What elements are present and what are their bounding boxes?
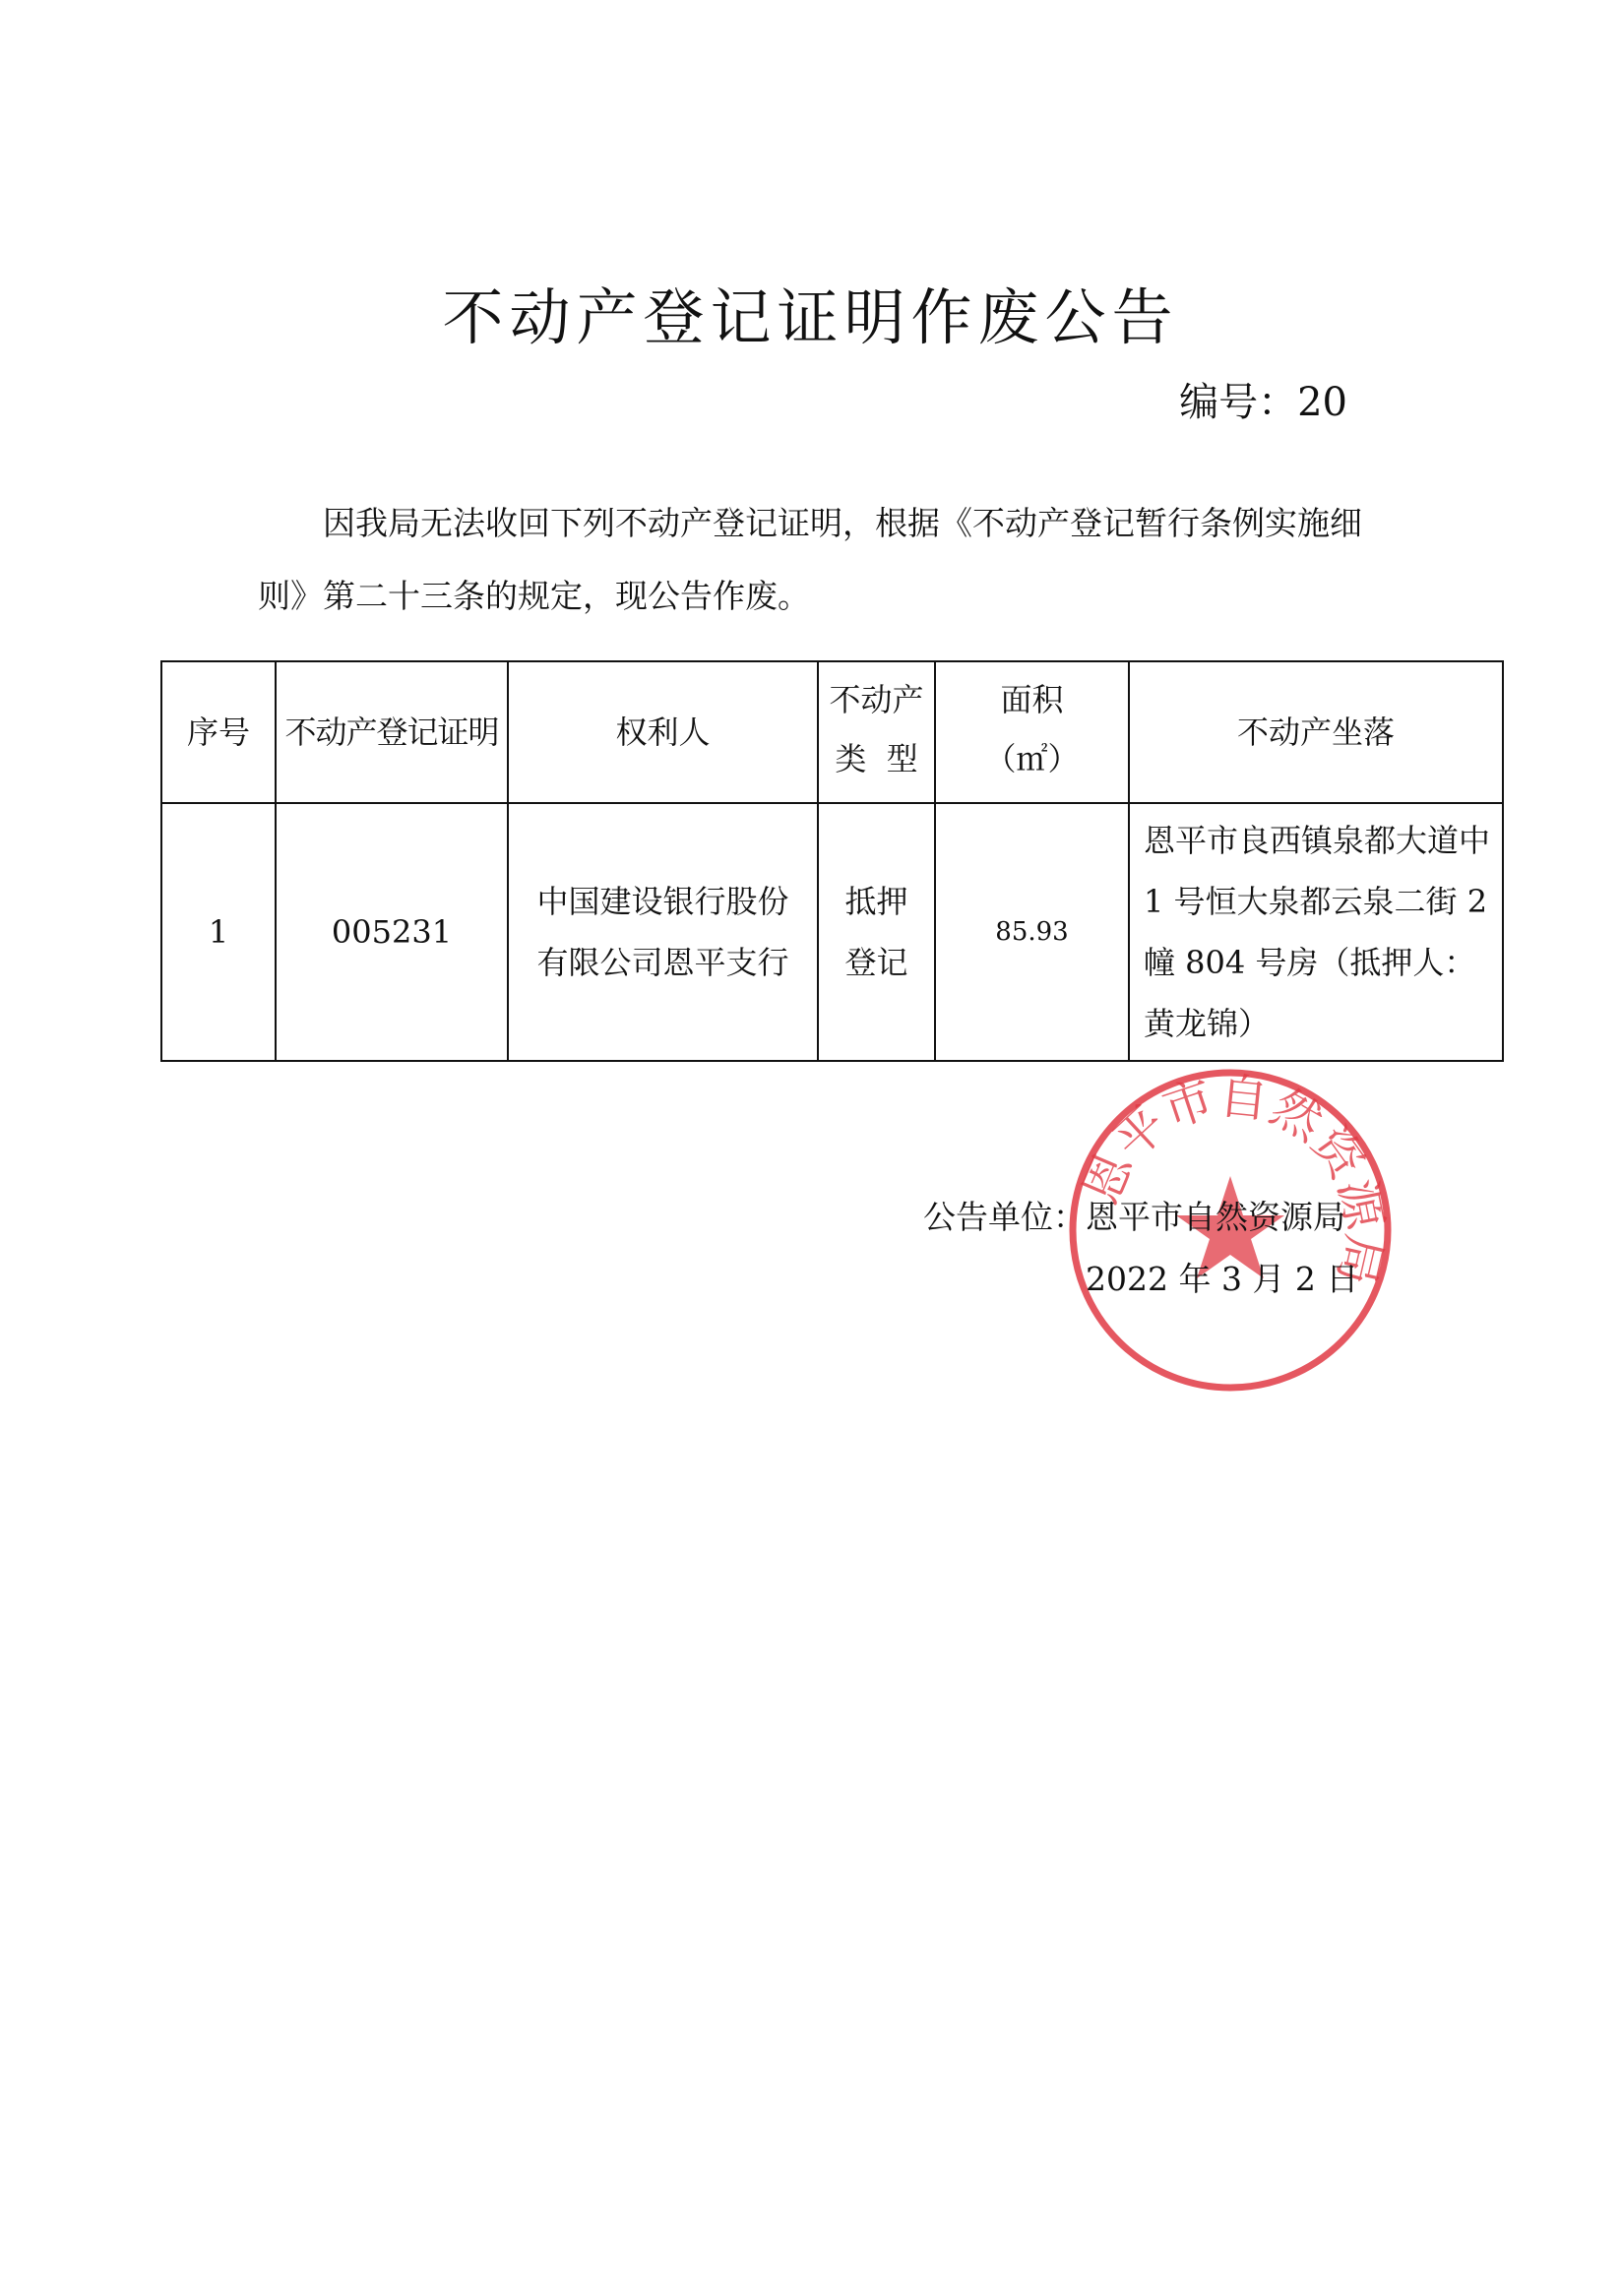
page-title: 不动产登记证明作废公告	[442, 281, 1179, 353]
header-seq: 序号	[161, 661, 276, 803]
seal-text: 恩平市自然资源局	[1072, 1067, 1394, 1291]
cell-seq: 1	[161, 803, 276, 1061]
header-area-line2: （㎡）	[984, 740, 1080, 777]
header-area	[935, 661, 1129, 803]
doc-number: 编号：20	[1179, 380, 1347, 425]
footer-date: 2022 年 3 月 2 日	[1086, 1260, 1359, 1298]
cell-cert: 005231	[276, 803, 508, 1061]
header-type-line1: 不动产	[829, 681, 924, 718]
header-location: 不动产坐落	[1129, 661, 1503, 803]
header-holder: 权利人	[508, 661, 818, 803]
cell-holder	[508, 803, 818, 1061]
cell-type-text: 抵押登记	[844, 883, 908, 981]
cell-area: 85.93	[935, 803, 1129, 1061]
footer-unit: 公告单位：恩平市自然资源局	[923, 1198, 1345, 1236]
header-area-line1: 面积	[1000, 681, 1064, 718]
void-certificate-table	[160, 660, 1504, 1062]
body-paragraph: 因我局无法收回下列不动产登记证明，根据《不动产登记暂行条例实施细则》第二十三条的规定，现公告作废。	[258, 504, 1362, 615]
header-cert: 不动产登记证明	[276, 661, 508, 803]
cell-location: 恩平市良西镇泉都大道中 1 号恒大泉都云泉二街 2 幢 804 号房（抵押人：黄龙锦）	[1129, 803, 1503, 1061]
table-header-row	[161, 661, 1503, 803]
header-type-line2: 类 型	[835, 740, 918, 777]
header-type	[818, 661, 935, 803]
table-row	[161, 803, 1503, 1061]
cell-holder-text: 中国建设银行股份有限公司恩平支行	[536, 883, 789, 981]
cell-type	[818, 803, 935, 1061]
